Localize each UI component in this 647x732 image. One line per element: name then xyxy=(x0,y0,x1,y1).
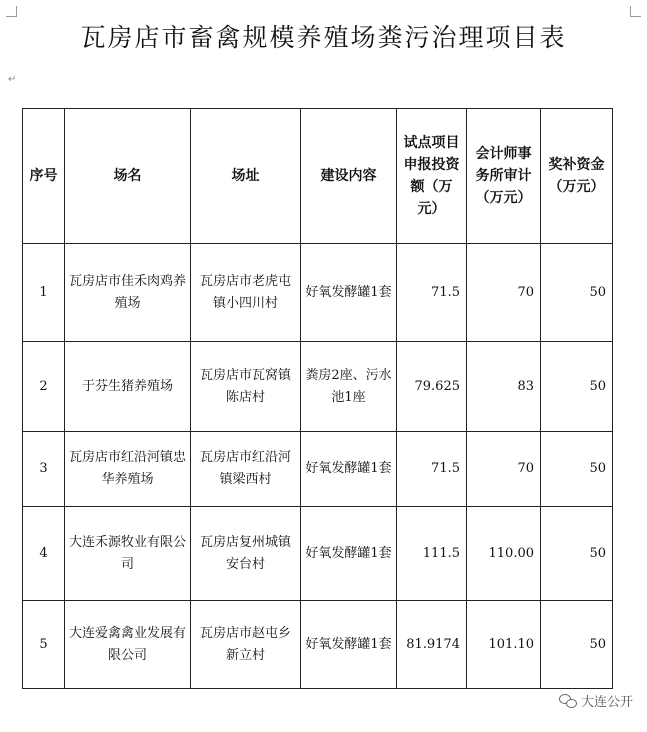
corner-crop-mark xyxy=(6,6,17,17)
subsidy-amount: 50 xyxy=(541,342,613,432)
header-cell: 序号 xyxy=(23,109,65,244)
subsidy-amount: 50 xyxy=(541,601,613,689)
row-number: 5 xyxy=(23,601,65,689)
farm-address: 瓦房店复州城镇安台村 xyxy=(191,507,301,601)
header-cell: 场名 xyxy=(65,109,191,244)
header-cell: 奖补资金（万元） xyxy=(541,109,613,244)
table-row xyxy=(23,342,613,432)
audited-amount: 83 xyxy=(467,342,541,432)
header-cell: 场址 xyxy=(191,109,301,244)
wechat-icon xyxy=(559,694,577,708)
farm-address: 瓦房店市赵屯乡新立村 xyxy=(191,601,301,689)
declared-investment: 111.5 xyxy=(397,507,467,601)
page-title: 瓦房店市畜禽规模养殖场粪污治理项目表 xyxy=(80,23,567,52)
farm-name: 瓦房店市红沿河镇忠华养殖场 xyxy=(65,432,191,507)
audited-amount: 101.10 xyxy=(467,601,541,689)
construction-content: 好氧发酵罐1套 xyxy=(301,244,397,342)
corner-crop-mark xyxy=(630,6,641,17)
construction-content: 粪房2座、污水池1座 xyxy=(301,342,397,432)
table-row xyxy=(23,507,613,601)
table-row xyxy=(23,432,613,507)
declared-investment: 81.9174 xyxy=(397,601,467,689)
audited-amount: 70 xyxy=(467,244,541,342)
farm-address: 瓦房店市红沿河镇梁西村 xyxy=(191,432,301,507)
paragraph-mark-icon: ↵ xyxy=(8,74,17,85)
project-table xyxy=(22,108,613,689)
table-row xyxy=(23,244,613,342)
audited-amount: 70 xyxy=(467,432,541,507)
farm-name: 瓦房店市佳禾肉鸡养殖场 xyxy=(65,244,191,342)
header-cell: 试点项目申报投资额（万元） xyxy=(397,109,467,244)
declared-investment: 71.5 xyxy=(397,432,467,507)
subsidy-amount: 50 xyxy=(541,432,613,507)
farm-name: 于芬生猪养殖场 xyxy=(65,342,191,432)
subsidy-amount: 50 xyxy=(541,507,613,601)
farm-name: 大连爱禽禽业发展有限公司 xyxy=(65,601,191,689)
header-cell: 建设内容 xyxy=(301,109,397,244)
declared-investment: 79.625 xyxy=(397,342,467,432)
farm-name: 大连禾源牧业有限公司 xyxy=(65,507,191,601)
watermark-text: 大连公开 xyxy=(580,695,633,710)
row-number: 1 xyxy=(23,244,65,342)
row-number: 4 xyxy=(23,507,65,601)
table-header-row xyxy=(23,109,613,244)
account-watermark xyxy=(559,691,633,710)
row-number: 3 xyxy=(23,432,65,507)
construction-content: 好氧发酵罐1套 xyxy=(301,507,397,601)
farm-address: 瓦房店市老虎屯镇小四川村 xyxy=(191,244,301,342)
header-cell: 会计师事务所审计（万元） xyxy=(467,109,541,244)
farm-address: 瓦房店市瓦窝镇陈店村 xyxy=(191,342,301,432)
table-row xyxy=(23,601,613,689)
construction-content: 好氧发酵罐1套 xyxy=(301,601,397,689)
construction-content: 好氧发酵罐1套 xyxy=(301,432,397,507)
declared-investment: 71.5 xyxy=(397,244,467,342)
audited-amount: 110.00 xyxy=(467,507,541,601)
subsidy-amount: 50 xyxy=(541,244,613,342)
row-number: 2 xyxy=(23,342,65,432)
